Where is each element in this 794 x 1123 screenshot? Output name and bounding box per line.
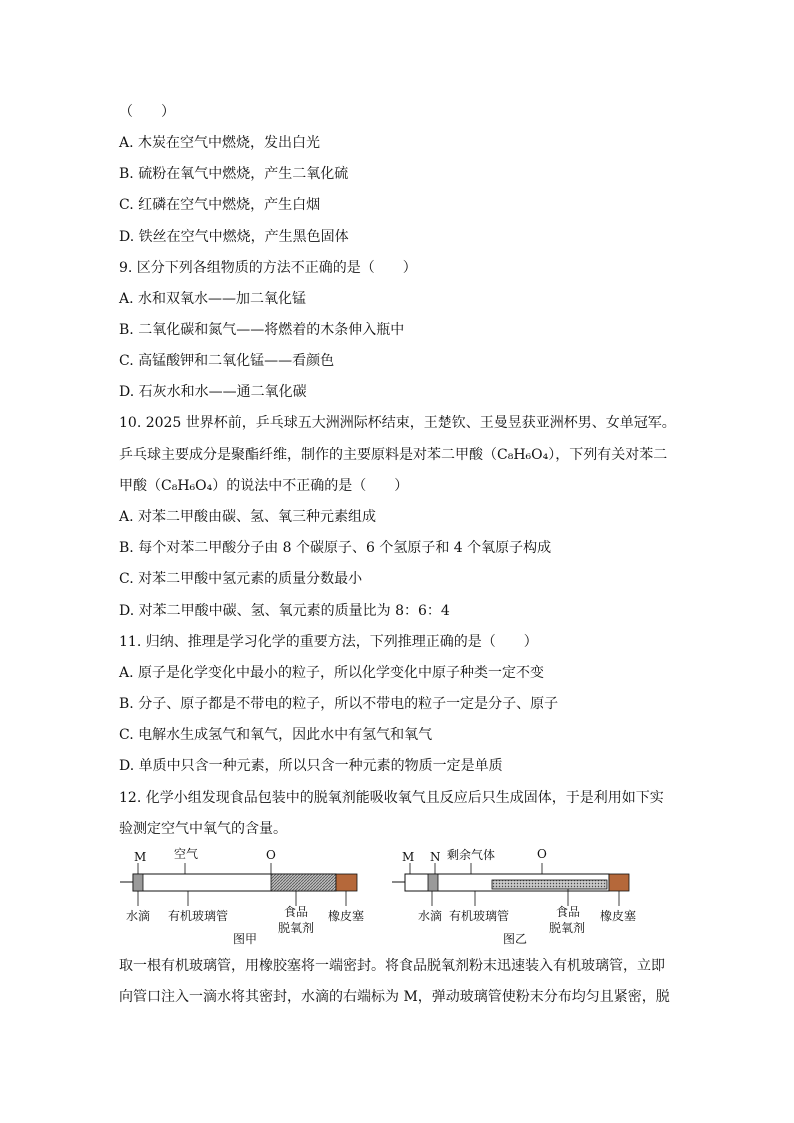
label-deoxidizer-1: 食品 [556,905,581,919]
q11-option-c: C. 电解水生成氢气和氧气，因此水中有氢气和氧气 [119,727,433,743]
q8-option-a: A. 木炭在空气中燃烧，发出白光 [119,135,321,151]
q9-option-a: A. 水和双氧水——加二氧化锰 [119,291,307,307]
q9-option-d: D. 石灰水和水——通二氧化碳 [119,384,307,400]
q10-stem-line2: 乒乓球主要成分是聚酯纤维，制作的主要原料是对苯二甲酸（C₈H₆O₄），下列有关对苯二 [119,447,668,463]
q8-option-b: B. 硫粉在氧气中燃烧，产生二氧化硫 [119,166,349,182]
q12-procedure-line2: 向管口注入一滴水将其密封，水滴的右端标为 M，弹动玻璃管使粉末分布均匀且紧密，脱 [119,989,670,1005]
water-drop [428,874,438,891]
q10-option-c: C. 对苯二甲酸中氢元素的质量分数最小 [119,571,363,587]
label-tube: 有机玻璃管 [449,909,510,923]
label-stopper: 橡皮塞 [328,909,365,923]
q10-stem-line1: 10. 2025 世界杯前，乒乓球五大洲洲际杯结束，王楚钦、王曼昱获亚洲杯男、女单冠军。 [119,415,676,431]
caption-figure-a: 图甲 [233,932,258,946]
deoxidizer-powder [492,880,607,889]
q10-option-b: B. 每个对苯二甲酸分子由 8 个碳原子、6 个氢原子和 4 个氧原子构成 [119,540,552,556]
q8-option-d: D. 铁丝在空气中燃烧，产生黑色固体 [119,229,349,245]
label-m: M [134,850,147,864]
q9-option-c: C. 高锰酸钾和二氧化锰——看颜色 [119,353,335,369]
figure-left-diagram [118,843,368,948]
label-deoxidizer-1: 食品 [284,905,309,919]
option-bracket: （ ） [119,104,175,120]
caption-figure-b: 图乙 [503,932,528,946]
rubber-stopper [609,874,629,891]
label-stopper: 橡皮塞 [600,909,637,923]
q11-option-d: D. 单质中只含一种元素，所以只含一种元素的物质一定是单质 [119,758,503,774]
label-tube: 有机玻璃管 [168,909,229,923]
label-deoxidizer-2: 脱氧剂 [549,921,586,935]
label-n: N [430,850,441,864]
label-m: M [402,850,415,864]
q10-stem-line3: 甲酸（C₈H₆O₄）的说法中不正确的是（ ） [119,478,409,494]
q9-option-b: B. 二氧化碳和氮气——将燃着的木条伸入瓶中 [119,322,405,338]
q10-option-a: A. 对苯二甲酸由碳、氢、氧三种元素组成 [119,509,377,525]
q9-stem: 9. 区分下列各组物质的方法不正确的是（ ） [119,260,417,276]
q12-stem-line2: 验测定空气中氧气的含量。 [119,821,287,837]
label-air: 空气 [174,847,199,861]
figure-right-diagram [390,843,650,948]
q10-option-d: D. 对苯二甲酸中碳、氢、氧元素的质量比为 8：6：4 [119,603,450,619]
label-o: O [537,847,547,861]
label-deoxidizer-2: 脱氧剂 [278,921,315,935]
q11-option-b: B. 分子、原子都是不带电的粒子，所以不带电的粒子一定是分子、原子 [119,696,559,712]
water-drop [133,874,143,891]
deoxidizer-powder [271,874,336,891]
label-water-drop: 水滴 [418,909,443,923]
q11-stem: 11. 归纳、推理是学习化学的重要方法，下列推理正确的是（ ） [119,634,538,650]
q12-stem-line1: 12. 化学小组发现食品包装中的脱氧剂能吸收氧气且反应后只生成固体，于是利用如下实 [119,790,664,806]
label-water-drop: 水滴 [126,909,151,923]
label-remaining-gas: 剩余气体 [447,848,496,862]
q8-option-c: C. 红磷在空气中燃烧，产生白烟 [119,197,321,213]
q11-option-a: A. 原子是化学变化中最小的粒子，所以化学变化中原子种类一定不变 [119,665,545,681]
q12-procedure-line1: 取一根有机玻璃管，用橡胶塞将一端密封。将食品脱氧剂粉末迅速装入有机玻璃管，立即 [119,958,665,974]
rubber-stopper [336,874,357,891]
label-o: O [266,848,276,862]
